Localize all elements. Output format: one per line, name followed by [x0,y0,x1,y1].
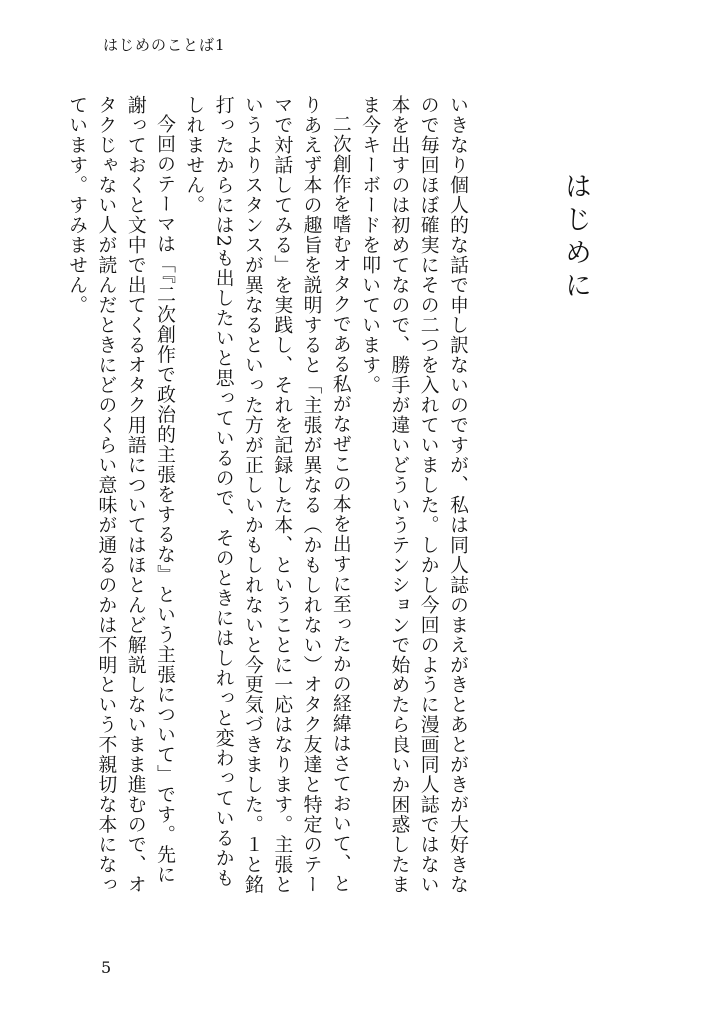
page-number: 5 [101,958,112,977]
body-text [66,95,472,895]
chapter-title: はじめに [560,172,591,304]
paragraph: 二次創作を嗜むオタクである私がなぜこの本を出すに至ったかの経緯はさておいて、とりあえず本の趣旨を説明すると「主張が異なる（かもしれない）オタク友達と特定のテーマで対話してみる」を実践し、それを記録した本、ということに一応はなります。主張というよりスタンスが異なるといった方が正しいかもしれないと今更気づきました。１と銘打ったからには2も出したいと思っているので、そのときにはしれっと変わっているかもしれません。 [183,95,351,895]
running-header: はじめのことば1 [103,36,226,54]
paragraph: 今回のテーマは「『二次創作で政治的主張をするな』という主張について」です。先に謝っておくと文中で出てくるオタク用語についてはほとんど解説しないまま進むので、オタクじゃない人が読んだときにどのくらい意味が通るのかは不明という不親切な本になっています。すみません。 [66,95,176,895]
paragraph: いきなり個人的な話で申し訳ないのですが、私は同人誌のまえがきとあとがきが大好きなので毎回ほぼ確実にその二つを入れていました。しかし今回のように漫画同人誌ではない本を出すのは初めてなので、勝手が違いどういうテンションで始めたら良いか困惑したまま今キーボードを叩いています。 [359,95,468,895]
